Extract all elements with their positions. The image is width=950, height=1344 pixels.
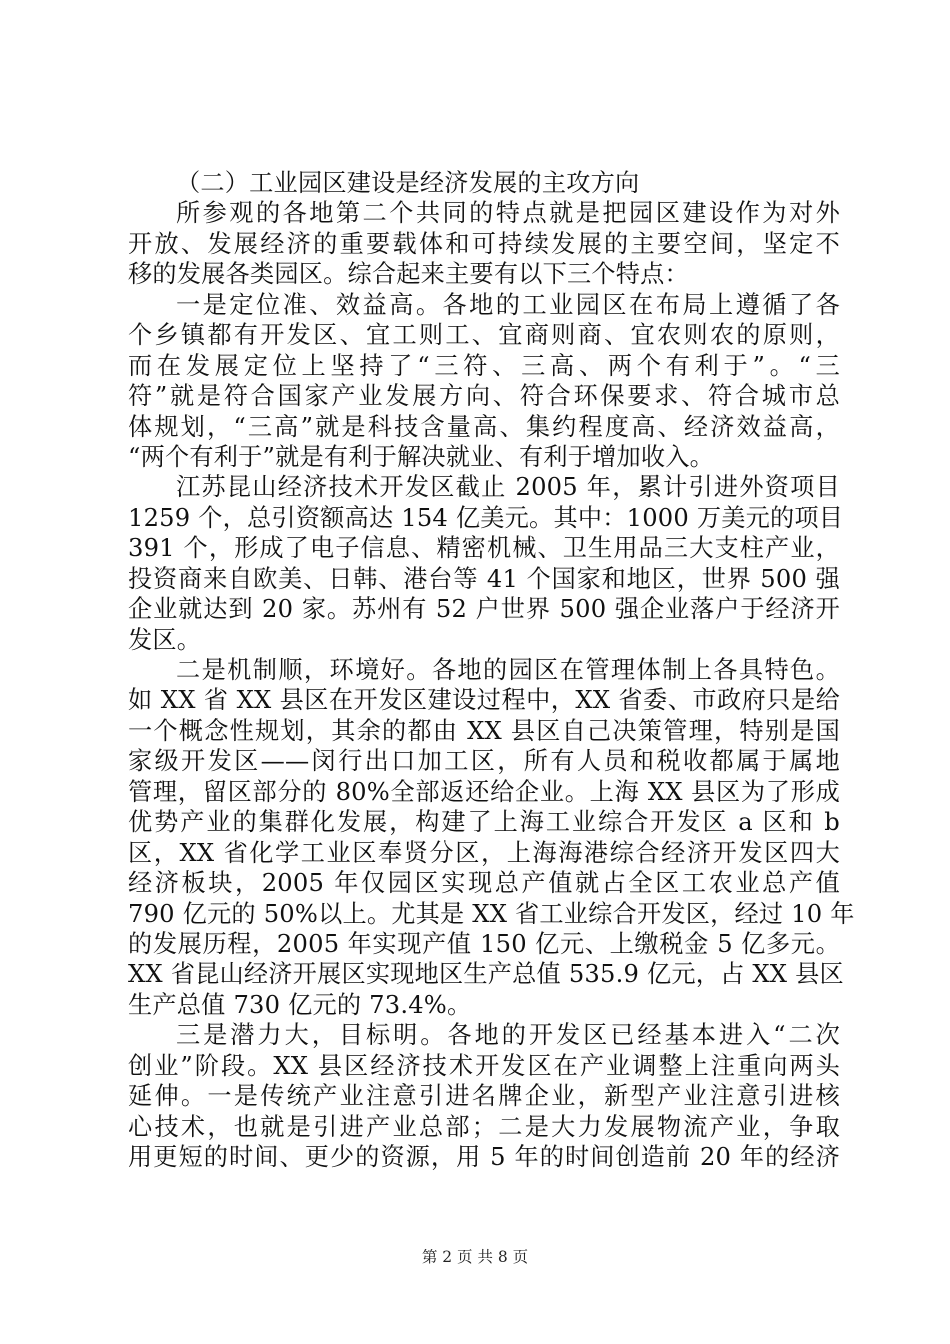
text-line: XX 省昆山经济开展区实现地区生产总值 535.9 亿元，占 XX 县区 bbox=[128, 960, 844, 989]
text-line: 开放、发展经济的重要载体和可持续发展的主要空间，坚定不 bbox=[128, 229, 840, 258]
text-line: 三是潜力大，目标明。各地的开发区已经基本进入“二次 bbox=[176, 1021, 840, 1050]
text-line: 投资商来自欧美、日韩、港台等 41 个国家和地区，世界 500 强 bbox=[128, 564, 840, 593]
text-line: 如 XX 省 XX 县区在开发区建设过程中，XX 省委、市政府只是给 bbox=[128, 686, 840, 715]
text-line: 790 亿元的 50%以上。尤其是 XX 省工业综合开发区，经过 10 年 bbox=[128, 899, 855, 928]
text-line: 一个概念性规划，其余的都由 XX 县区自己决策管理，特别是国 bbox=[128, 716, 840, 745]
document-body bbox=[128, 168, 855, 1172]
text-line: 所参观的各地第二个共同的特点就是把园区建设作为对外 bbox=[176, 199, 840, 228]
text-line: 二是机制顺，环境好。各地的园区在管理体制上各具特色。 bbox=[176, 656, 840, 684]
text-line: 体规划，“三高”就是科技含量高、集约程度高、经济效益高， bbox=[128, 412, 840, 441]
text-line: 心技术，也就是引进产业总部；二是大力发展物流产业，争取 bbox=[128, 1112, 840, 1141]
text-line: 发区。 bbox=[128, 625, 202, 654]
text-line: 江苏昆山经济技术开发区截止 2005 年，累计引进外资项目 bbox=[176, 473, 840, 502]
text-line: 区，XX 省化学工业区奉贤分区，上海海港综合经济开发区四大 bbox=[128, 838, 840, 867]
text-line: 用更短的时间、更少的资源，用 5 年的时间创造前 20 年的经济 bbox=[128, 1143, 840, 1171]
text-line: 391 个，形成了电子信息、精密机械、卫生用品三大支柱产业， bbox=[128, 534, 840, 563]
text-line: 优势产业的集群化发展，构建了上海工业综合开发区 a 区和 b bbox=[128, 808, 840, 837]
text-line: 符”就是符合国家产业发展方向、符合环保要求、符合城市总 bbox=[128, 382, 840, 411]
text-line: 企业就达到 20 家。苏州有 52 户世界 500 强企业落户于经济开 bbox=[128, 595, 840, 624]
text-line: “两个有利于”就是有利于解决就业、有利于增加收入。 bbox=[128, 442, 715, 471]
text-line: 1259 个，总引资额高达 154 亿美元。其中：1000 万美元的项目 bbox=[128, 503, 844, 532]
text-line: 移的发展各类园区。综合起来主要有以下三个特点： bbox=[128, 260, 689, 289]
text-line: 而在发展定位上坚持了“三符、三高、两个有利于”。“三 bbox=[128, 351, 840, 380]
text-line: 家级开发区——闵行出口加工区，所有人员和税收都属于属地 bbox=[128, 747, 840, 776]
text-line: 创业”阶段。XX 县区经济技术开发区在产业调整上注重向两头 bbox=[128, 1051, 840, 1080]
text-line: （二）工业园区建设是经济发展的主攻方向 bbox=[176, 169, 640, 197]
text-line: 生产总值 730 亿元的 73.4%。 bbox=[128, 990, 472, 1019]
text-line: 一是定位准、效益高。各地的工业园区在布局上遵循了各 bbox=[176, 290, 840, 319]
text-line: 个乡镇都有开发区、宜工则工、宜商则商、宜农则农的原则， bbox=[128, 321, 840, 350]
text-line: 经济板块，2005 年仅园区实现总产值就占全区工农业总产值 bbox=[128, 869, 840, 898]
text-line: 延伸。一是传统产业注意引进名牌企业，新型产业注意引进核 bbox=[128, 1082, 840, 1111]
text-line: 的发展历程，2005 年实现产值 150 亿元、上缴税金 5 亿多元。 bbox=[128, 929, 840, 958]
page-number: 第 2 页 共 8 页 bbox=[421, 1248, 529, 1266]
text-line: 管理，留区部分的 80%全部返还给企业。上海 XX 县区为了形成 bbox=[128, 777, 840, 806]
page-footer bbox=[0, 1247, 950, 1267]
